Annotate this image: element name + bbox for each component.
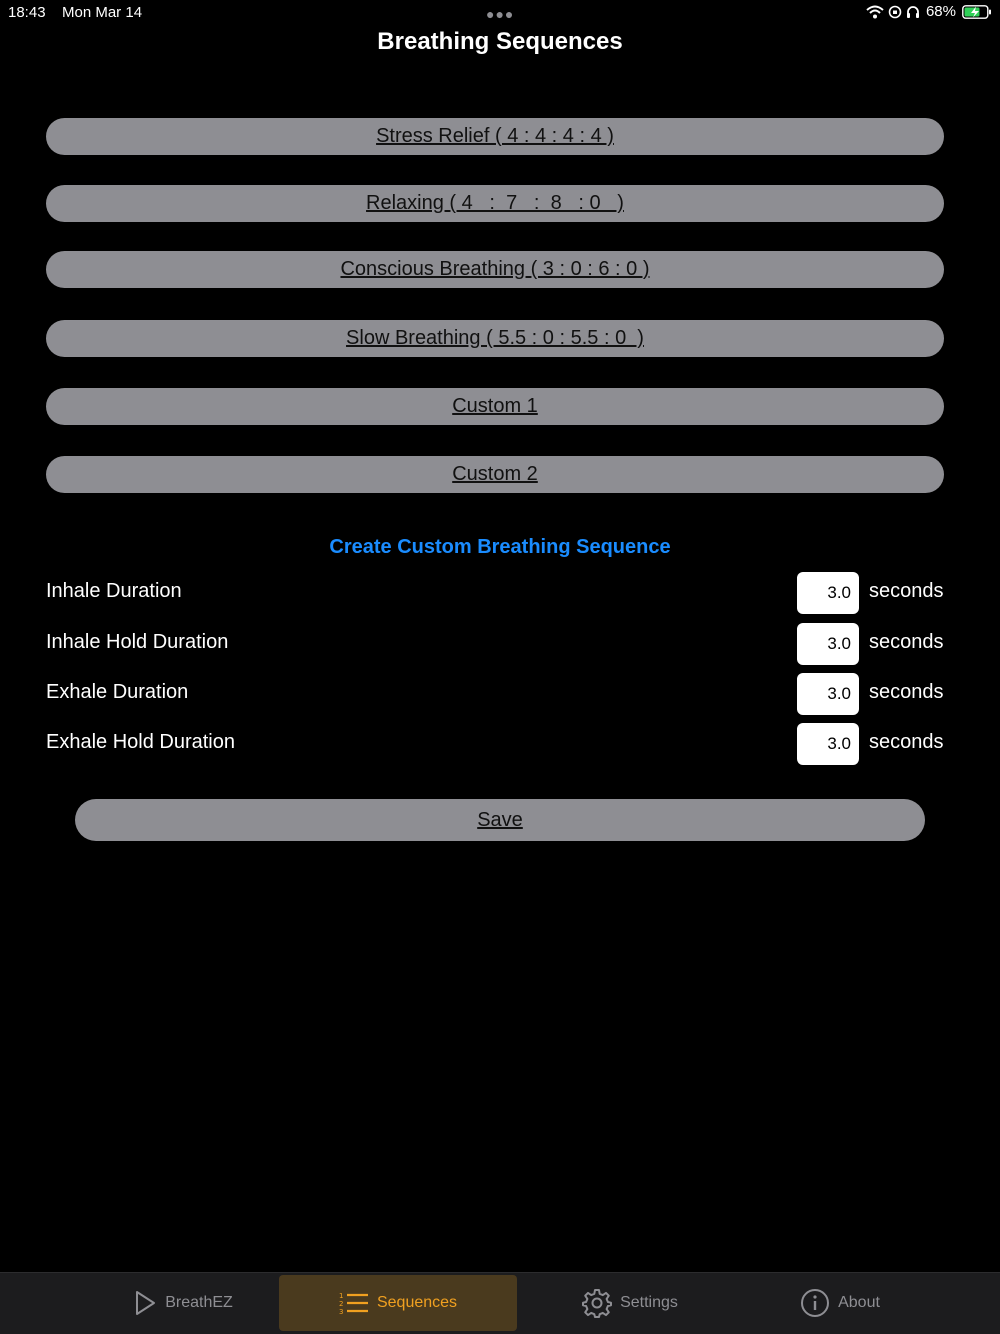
inhale-duration-unit: seconds xyxy=(869,580,944,602)
sequence-button-custom-1[interactable]: Custom 1 xyxy=(46,388,944,425)
inhale-hold-duration-unit: seconds xyxy=(869,631,944,653)
exhale-hold-duration-label: Exhale Hold Duration xyxy=(46,731,235,753)
exhale-duration-row xyxy=(46,673,956,715)
status-time: 18:43 xyxy=(8,4,46,21)
exhale-duration-label: Exhale Duration xyxy=(46,681,189,703)
tab-bar xyxy=(0,1272,1000,1334)
svg-text:3: 3 xyxy=(338,1308,344,1316)
multitasking-dots-icon[interactable]: ●●● xyxy=(486,6,515,22)
tab-settings-label: Settings xyxy=(620,1294,678,1311)
save-button[interactable]: Save xyxy=(75,799,925,841)
exhale-hold-duration-unit: seconds xyxy=(869,731,944,753)
custom-sequence-heading: Create Custom Breathing Sequence xyxy=(329,536,671,558)
inhale-hold-duration-row xyxy=(46,623,956,665)
gear-icon xyxy=(582,1288,612,1318)
tab-sequences[interactable] xyxy=(279,1275,517,1331)
status-date: Mon Mar 14 xyxy=(62,4,143,21)
wifi-icon xyxy=(866,5,884,19)
exhale-hold-duration-input[interactable] xyxy=(797,723,859,765)
inhale-hold-duration-input[interactable] xyxy=(797,623,859,665)
inhale-duration-row xyxy=(46,572,956,614)
status-bar xyxy=(0,0,1000,28)
sequence-button-relaxing[interactable]: Relaxing ( 4 : 7 : 8 : 0 ) xyxy=(46,185,944,222)
battery-percentage: 68% xyxy=(925,3,956,20)
exhale-duration-unit: seconds xyxy=(869,681,944,703)
exhale-duration-input[interactable] xyxy=(797,673,859,715)
sequence-button-conscious-breathing[interactable]: Conscious Breathing ( 3 : 0 : 6 : 0 ) xyxy=(46,251,944,288)
play-icon xyxy=(133,1290,157,1316)
numbered-list-icon xyxy=(339,1290,369,1316)
sequence-button-stress-relief[interactable]: Stress Relief ( 4 : 4 : 4 : 4 ) xyxy=(46,118,944,155)
inhale-hold-duration-label: Inhale Hold Duration xyxy=(46,631,229,653)
headphones-icon xyxy=(906,5,920,19)
tab-about[interactable] xyxy=(770,1275,910,1331)
status-indicators xyxy=(866,3,992,20)
exhale-hold-duration-row xyxy=(46,723,956,765)
inhale-duration-label: Inhale Duration xyxy=(46,580,182,602)
tab-sequences-label: Sequences xyxy=(376,1294,458,1311)
tab-settings[interactable] xyxy=(545,1275,715,1331)
svg-text:1: 1 xyxy=(338,1292,344,1300)
inhale-duration-input[interactable] xyxy=(797,572,859,614)
orientation-lock-icon xyxy=(888,5,902,19)
tab-about-label: About xyxy=(838,1294,880,1311)
sequence-button-slow-breathing[interactable]: Slow Breathing ( 5.5 : 0 : 5.5 : 0 ) xyxy=(46,320,944,357)
tab-breathez[interactable] xyxy=(90,1275,276,1331)
info-icon xyxy=(800,1288,830,1318)
battery-charging-icon xyxy=(962,5,992,19)
tab-breathez-label: BreathEZ xyxy=(165,1294,233,1311)
page-title: Breathing Sequences xyxy=(377,28,623,55)
svg-text:2: 2 xyxy=(338,1300,344,1308)
sequence-button-custom-2[interactable]: Custom 2 xyxy=(46,456,944,493)
